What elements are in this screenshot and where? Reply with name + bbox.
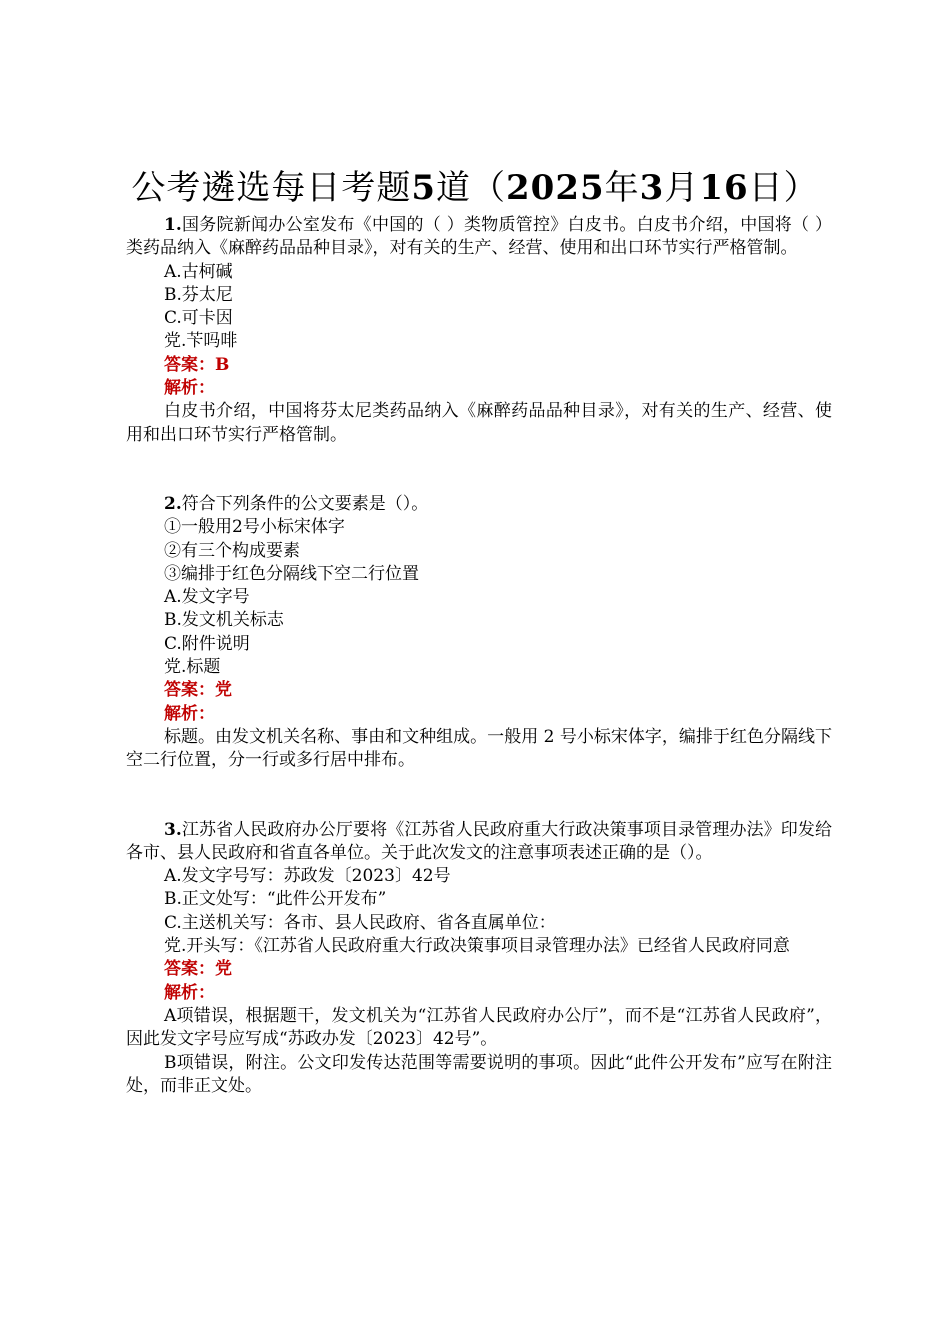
question-stem — [126, 493, 832, 516]
analysis-label: 解析： — [164, 982, 215, 1003]
title-text: 年 — [604, 168, 640, 208]
option-a: A.古柯碱 — [164, 261, 233, 282]
option-b: B.发文机关标志 — [164, 610, 284, 631]
spacer — [126, 447, 832, 493]
question-text: 江苏省人民政府办公厅要将《江苏省人民政府重大行政决策事项目录管理办法》印发给各市、县人民政府和省直各单位。关于此次发文的注意事项表述正确的是（）。 — [126, 819, 832, 863]
option-c: C.附件说明 — [164, 633, 250, 654]
answer-label: 答案：党 — [164, 680, 232, 701]
option-b: B.正文处写：“此件公开发布” — [164, 889, 387, 910]
title-month: 3 — [639, 168, 665, 208]
condition-item: ②有三个构成要素 — [164, 540, 300, 561]
analysis-label: 解析： — [164, 703, 215, 724]
analysis-text: 白皮书介绍，中国将芬太尼类药品纳入《麻醉药品品种目录》，对有关的生产、经营、使用和出口环节实行严格管制。 — [126, 401, 832, 445]
answer-label: 答案：党 — [164, 959, 232, 980]
title-day: 16 — [699, 168, 749, 208]
questions-container — [126, 214, 832, 1098]
analysis-text: B项错误，附注。公文印发传达范围等需要说明的事项。因此“此件公开发布”应写在附注处，而非正文处。 — [126, 1052, 832, 1096]
question-stem — [126, 214, 832, 261]
question-number: 3. — [164, 819, 182, 840]
option-b: B.芬太尼 — [164, 284, 233, 305]
analysis-text: 标题。由发文机关名称、事由和文种组成。一般用 2 号小标宋体字，编排于红色分隔线下空二行位置，分一行或多行居中排布。 — [126, 726, 832, 771]
option-c: C.可卡因 — [164, 308, 233, 329]
title-text: 道（ — [436, 168, 507, 208]
answer-label: 答案：B — [164, 354, 230, 375]
option-c: C.主送机关写：各市、县人民政府、省各直属单位： — [164, 912, 556, 933]
option-d: 党.苄吗啡 — [164, 331, 238, 352]
question-number: 2. — [164, 493, 182, 514]
question-2 — [126, 493, 832, 773]
spacer — [126, 773, 832, 819]
title-year: 2025 — [506, 168, 605, 208]
question-1 — [126, 214, 832, 447]
question-number: 1. — [164, 215, 182, 235]
option-a: A.发文字号 — [164, 587, 250, 608]
option-d: 党.标题 — [164, 657, 221, 678]
title-text: 月 — [664, 168, 700, 208]
question-3 — [126, 819, 832, 1099]
title-text: 日） — [748, 168, 819, 208]
condition-item: ③编排于红色分隔线下空二行位置 — [164, 563, 419, 584]
condition-item: ①一般用2号小标宋体字 — [164, 517, 345, 538]
question-text: 符合下列条件的公文要素是（）。 — [181, 493, 429, 514]
analysis-label: 解析： — [164, 378, 215, 399]
question-stem — [126, 819, 832, 866]
option-d: 党.开头写：《江苏省人民政府重大行政决策事项目录管理办法》已经省人民政府同意 — [164, 936, 790, 957]
page-title — [0, 168, 950, 208]
title-count: 5 — [411, 168, 437, 208]
option-a: A.发文字号写：苏政发〔2023〕42号 — [164, 866, 451, 887]
title-text: 公考遴选每日考题 — [131, 168, 412, 208]
analysis-text: A项错误，根据题干，发文机关为“江苏省人民政府办公厅”，而不是“江苏省人民政府”，因此发文字号应写成“苏政办发〔2023〕42号”。 — [126, 1005, 832, 1050]
question-text: 国务院新闻办公室发布《中国的（ ）类物质管控》白皮书。白皮书介绍，中国将（ ）类药品纳入《麻醉药品品种目录》，对有关的生产、经营、使用和出口环节实行严格管制。 — [126, 215, 832, 259]
